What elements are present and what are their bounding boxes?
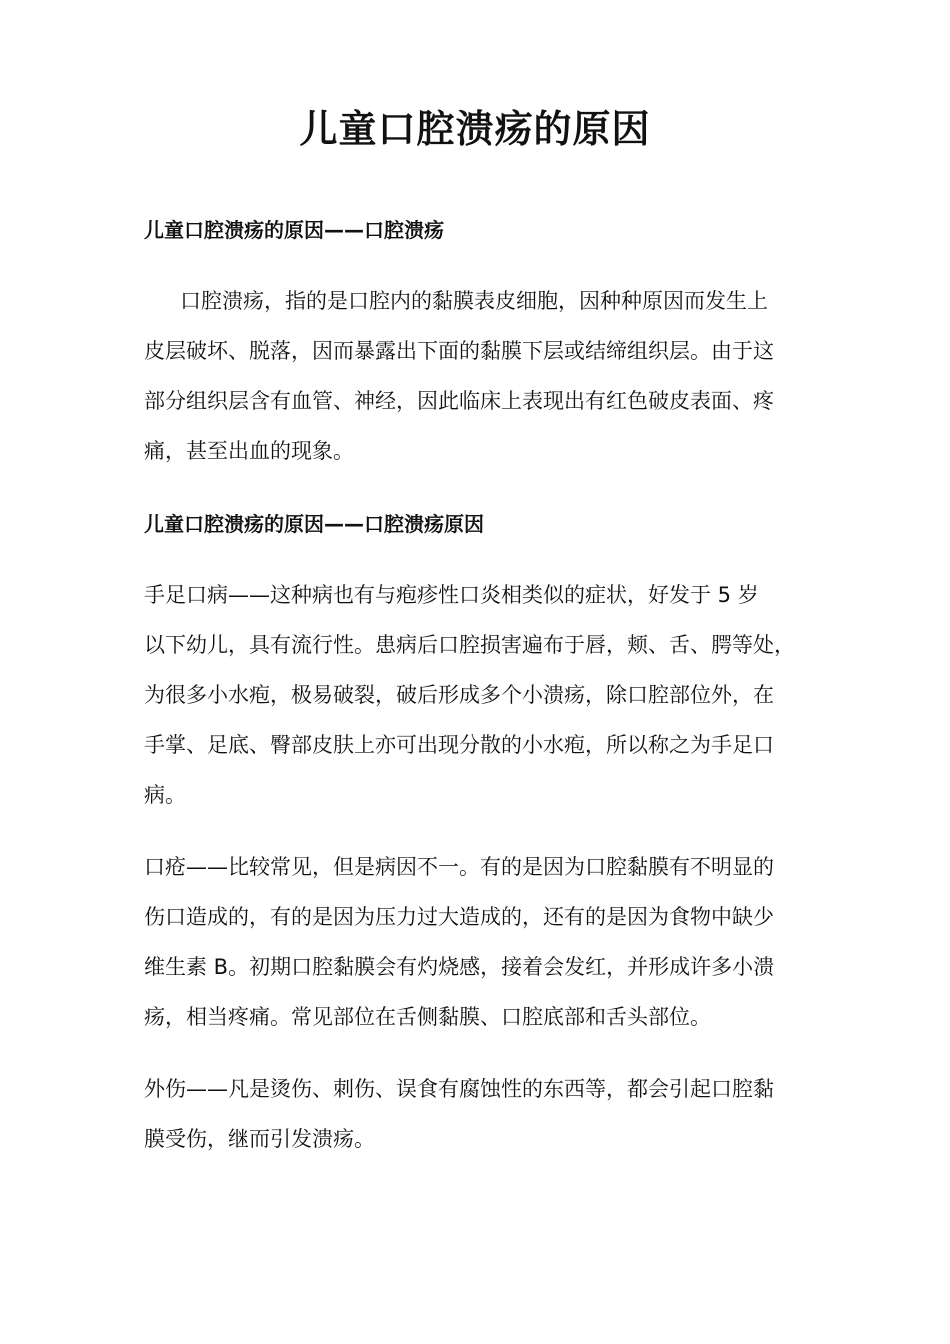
paragraph-ulcer-definition: [144, 276, 812, 476]
section-heading-ulcer-causes: 儿童口腔溃疡的原因——口腔溃疡原因: [144, 512, 484, 536]
paragraph-canker-sore: [144, 842, 812, 1042]
paragraph-line: 病。: [144, 783, 186, 807]
paragraph-line: 手足口病——这种病也有与疱疹性口炎相类似的症状，好发于 5 岁: [144, 583, 759, 607]
paragraph-line: 痛，甚至出血的现象。: [144, 439, 354, 463]
paragraph-hand-foot-mouth: [144, 570, 812, 820]
paragraph-line: 以下幼儿，具有流行性。患病后口腔损害遍布于唇，颊、舌、腭等处，: [144, 633, 795, 657]
document-title: 儿童口腔溃疡的原因: [299, 107, 651, 151]
paragraph-line: 皮层破坏、脱落，因而暴露出下面的黏膜下层或结缔组织层。由于这: [144, 339, 774, 363]
paragraph-trauma: [144, 1064, 812, 1164]
paragraph-line: 部分组织层含有血管、神经，因此临床上表现出有红色破皮表面、疼: [144, 389, 774, 413]
paragraph-line: 口疮——比较常见，但是病因不一。有的是因为口腔黏膜有不明显的: [144, 855, 774, 879]
paragraph-line: 为很多小水疱，极易破裂，破后形成多个小溃疡，除口腔部位外，在: [144, 683, 774, 707]
paragraph-line: 疡，相当疼痛。常见部位在舌侧黏膜、口腔底部和舌头部位。: [144, 1005, 711, 1029]
paragraph-line: 膜受伤，继而引发溃疡。: [144, 1127, 375, 1151]
paragraph-line: 维生素 B。初期口腔黏膜会有灼烧感，接着会发红，并形成许多小溃: [144, 955, 775, 979]
paragraph-line: 伤口造成的，有的是因为压力过大造成的，还有的是因为食物中缺少: [144, 905, 774, 929]
paragraph-line: 手掌、足底、臀部皮肤上亦可出现分散的小水疱，所以称之为手足口: [144, 733, 774, 757]
paragraph-line: 外伤——凡是烫伤、刺伤、误食有腐蚀性的东西等，都会引起口腔黏: [144, 1077, 774, 1101]
section-heading-mouth-ulcer: 儿童口腔溃疡的原因——口腔溃疡: [144, 218, 444, 242]
paragraph-line: 口腔溃疡，指的是口腔内的黏膜表皮细胞，因种种原因而发生上: [180, 289, 768, 313]
